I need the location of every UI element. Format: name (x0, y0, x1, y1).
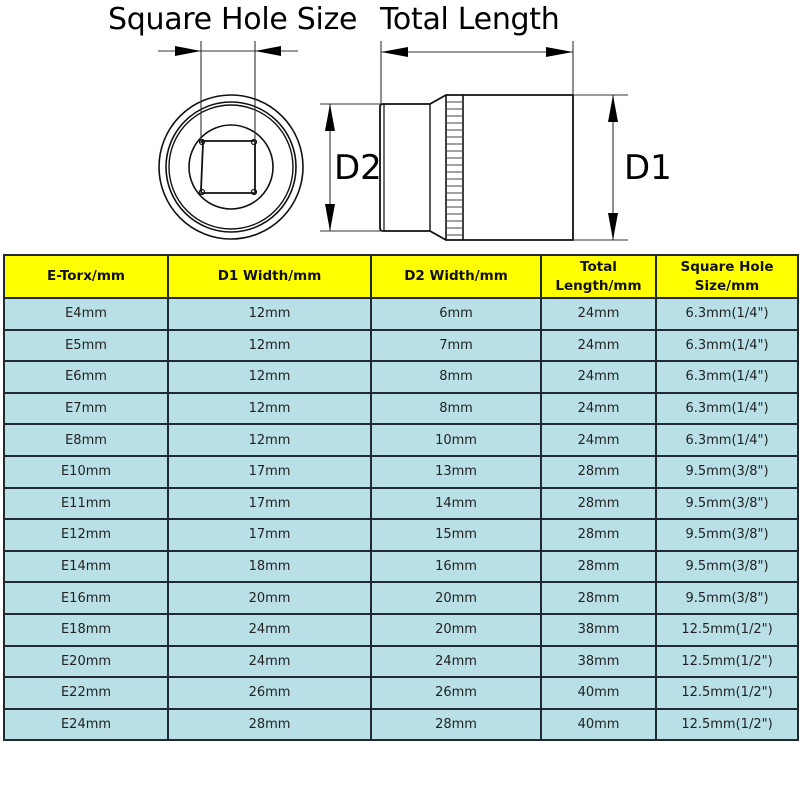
table-cell: 17mm (168, 488, 371, 520)
table-row (4, 677, 798, 709)
spec-table (3, 254, 799, 741)
table-cell: E5mm (4, 330, 168, 362)
table-cell: 20mm (371, 582, 541, 614)
table-cell: 24mm (541, 330, 656, 362)
table-cell: 24mm (541, 298, 656, 330)
table-cell: 17mm (168, 456, 371, 488)
table-cell: 38mm (541, 614, 656, 646)
column-header-total-length: Total Length/mm (541, 255, 656, 298)
d1-label: D1 (624, 148, 672, 188)
table-cell: 24mm (168, 646, 371, 678)
table-row (4, 424, 798, 456)
table-cell: 24mm (541, 361, 656, 393)
table-cell: 12.5mm(1/2") (656, 614, 798, 646)
table-row (4, 582, 798, 614)
table-cell: E24mm (4, 709, 168, 741)
table-cell: E8mm (4, 424, 168, 456)
column-header-d2-width: D2 Width/mm (371, 255, 541, 298)
table-cell: 10mm (371, 424, 541, 456)
table-row (4, 393, 798, 425)
table-cell: 12mm (168, 298, 371, 330)
table-cell: 40mm (541, 709, 656, 741)
table-cell: 28mm (371, 709, 541, 741)
table-cell: 28mm (541, 582, 656, 614)
table-cell: E6mm (4, 361, 168, 393)
table-cell: 28mm (541, 519, 656, 551)
table-cell: 26mm (371, 677, 541, 709)
table-cell: 24mm (371, 646, 541, 678)
table-cell: 28mm (168, 709, 371, 741)
table-cell: 13mm (371, 456, 541, 488)
table-cell: 9.5mm(3/8") (656, 519, 798, 551)
table-cell: E20mm (4, 646, 168, 678)
table-cell: E10mm (4, 456, 168, 488)
table-cell: 12mm (168, 393, 371, 425)
table-cell: E16mm (4, 582, 168, 614)
table-cell: E12mm (4, 519, 168, 551)
socket-side-view-icon (380, 95, 573, 240)
total-length-label: Total Length (380, 2, 560, 37)
table-cell: 12.5mm(1/2") (656, 709, 798, 741)
table-cell: 40mm (541, 677, 656, 709)
table-cell: 17mm (168, 519, 371, 551)
table-cell: 9.5mm(3/8") (656, 582, 798, 614)
table-cell: 20mm (371, 614, 541, 646)
table-cell: 6.3mm(1/4") (656, 424, 798, 456)
table-cell: 6.3mm(1/4") (656, 361, 798, 393)
table-cell: E22mm (4, 677, 168, 709)
table-cell: 38mm (541, 646, 656, 678)
d2-label: D2 (334, 148, 382, 188)
table-row (4, 330, 798, 362)
table-cell: 8mm (371, 393, 541, 425)
table-row (4, 298, 798, 330)
table-cell: 28mm (541, 456, 656, 488)
column-header-d1-width: D1 Width/mm (168, 255, 371, 298)
table-cell: 12mm (168, 330, 371, 362)
table-body (4, 298, 798, 740)
table-cell: 6.3mm(1/4") (656, 298, 798, 330)
table-cell: 28mm (541, 551, 656, 583)
table-header-row (4, 255, 798, 298)
table-cell: 6.3mm(1/4") (656, 330, 798, 362)
socket-drawing-svg (0, 0, 800, 250)
table-cell: 12.5mm(1/2") (656, 646, 798, 678)
table-cell: 9.5mm(3/8") (656, 456, 798, 488)
table-cell: 12mm (168, 424, 371, 456)
table-row (4, 614, 798, 646)
table-cell: 20mm (168, 582, 371, 614)
table-cell: 6mm (371, 298, 541, 330)
table-cell: 16mm (371, 551, 541, 583)
table-cell: 9.5mm(3/8") (656, 488, 798, 520)
table-cell: E18mm (4, 614, 168, 646)
table-cell: 24mm (541, 424, 656, 456)
table-cell: E7mm (4, 393, 168, 425)
socket-end-view-icon (159, 95, 303, 239)
table-cell: 24mm (541, 393, 656, 425)
table-cell: 12.5mm(1/2") (656, 677, 798, 709)
table-row (4, 519, 798, 551)
column-header-etorx: E-Torx/mm (4, 255, 168, 298)
table-row (4, 488, 798, 520)
table-cell: E14mm (4, 551, 168, 583)
table-cell: 8mm (371, 361, 541, 393)
table-row (4, 361, 798, 393)
table-cell: 9.5mm(3/8") (656, 551, 798, 583)
d1-dimension (573, 95, 628, 240)
table-cell: 7mm (371, 330, 541, 362)
table-cell: 6.3mm(1/4") (656, 393, 798, 425)
table-cell: 26mm (168, 677, 371, 709)
table-row (4, 456, 798, 488)
table-cell: 15mm (371, 519, 541, 551)
table-cell: 28mm (541, 488, 656, 520)
table-row (4, 709, 798, 741)
table-cell: 14mm (371, 488, 541, 520)
table-cell: E4mm (4, 298, 168, 330)
table-cell: 24mm (168, 614, 371, 646)
table-cell: E11mm (4, 488, 168, 520)
square-hole-size-label: Square Hole Size (108, 2, 358, 37)
table-cell: 18mm (168, 551, 371, 583)
table-cell: 12mm (168, 361, 371, 393)
table-row (4, 551, 798, 583)
table-row (4, 646, 798, 678)
socket-dimension-drawing (0, 0, 800, 250)
column-header-square-hole-size: Square Hole Size/mm (656, 255, 798, 298)
